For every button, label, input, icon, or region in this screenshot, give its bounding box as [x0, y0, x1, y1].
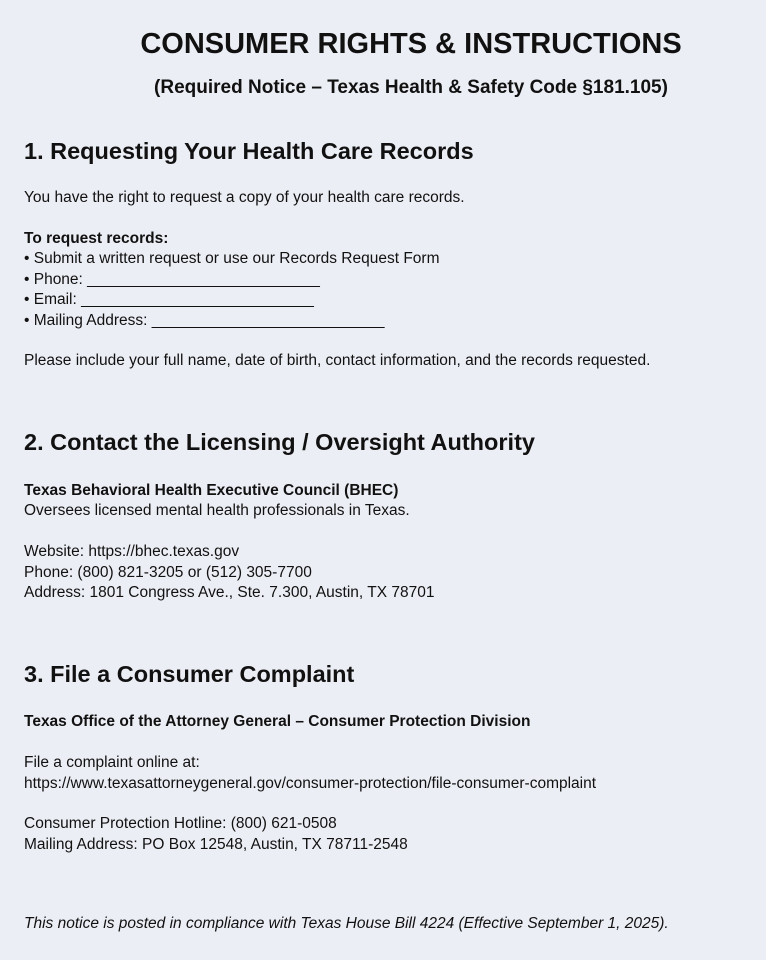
bhec-name: Texas Behavioral Health Executive Council (BHEC)	[24, 482, 399, 499]
bhec-address: Address: 1801 Congress Ave., Ste. 7.300, Austin, TX 78701	[24, 584, 435, 601]
section-2-heading: 2. Contact the Licensing / Oversight Authority	[24, 429, 535, 455]
compliance-footer: This notice is posted in compliance with Texas House Bill 4224 (Effective September 1, 2025).	[24, 915, 669, 932]
bullet-written-request: • Submit a written request or use our Records Request Form	[24, 250, 440, 267]
complaint-online-url: https://www.texasattorneygeneral.gov/consumer-protection/file-consumer-complaint	[24, 775, 597, 792]
section-1-heading: 1. Requesting Your Health Care Records	[24, 138, 474, 164]
section-3-heading: 3. File a Consumer Complaint	[24, 661, 355, 687]
bhec-description: Oversees licensed mental health professionals in Texas.	[24, 502, 410, 519]
page-subtitle: (Required Notice – Texas Health & Safety Code §181.105)	[154, 77, 668, 98]
consumer-hotline: Consumer Protection Hotline: (800) 621-0508	[24, 815, 337, 832]
page-title: CONSUMER RIGHTS & INSTRUCTIONS	[140, 28, 682, 60]
complaint-online-label: File a complaint online at:	[24, 754, 200, 771]
ag-office-name: Texas Office of the Attorney General – Consumer Protection Division	[24, 713, 531, 730]
request-records-label: To request records:	[24, 230, 169, 247]
bullet-email: • Email: ___________________________	[24, 291, 314, 308]
section-1-intro: You have the right to request a copy of your health care records.	[24, 189, 465, 206]
bhec-website: Website: https://bhec.texas.gov	[24, 543, 240, 560]
bullet-phone: • Phone: ___________________________	[24, 271, 320, 288]
bhec-phone: Phone: (800) 821-3205 or (512) 305-7700	[24, 564, 312, 581]
ag-mailing-address: Mailing Address: PO Box 12548, Austin, TX 78711-2548	[24, 836, 408, 853]
bullet-mailing-address: • Mailing Address: ___________________________	[24, 312, 385, 329]
section-1-note: Please include your full name, date of birth, contact information, and the records requested.	[24, 352, 651, 369]
